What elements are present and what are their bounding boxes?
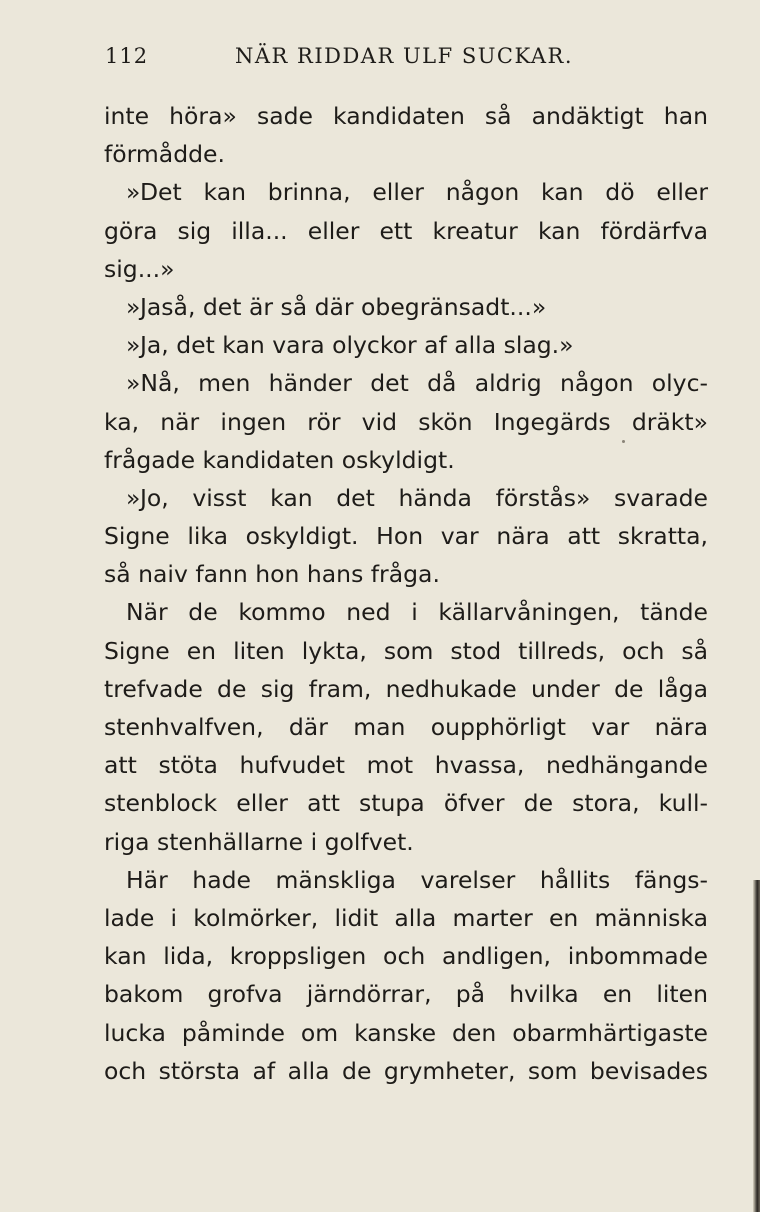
text-line: Signe en liten lykta, som stod tillreds, och så [104,636,708,665]
page-header [105,44,715,84]
text-line: ka, när ingen rör vid skön Ingegärds dräkt» [104,407,708,436]
text-line: »Jaså, det är så där obegränsadt...» [126,292,547,321]
text-line: förmådde. [104,140,225,169]
text-line: lade i kolmörker, lidit alla marter en människa [104,903,708,932]
running-title: NÄR RIDDAR ULF SUCKAR. [235,44,573,68]
text-line: frågade kandidaten oskyldigt. [104,445,455,474]
text-line: bakom grofva järndörrar, på hvilka en liten [104,980,708,1009]
text-line: »Ja, det kan vara olyckor af alla slag.» [126,331,574,360]
text-line: »Jo, visst kan det hända förstås» svarade [126,483,708,512]
body-text [104,97,708,1090]
text-line: »Nå, men händer det då aldrig någon olyc- [126,369,708,398]
text-line: Signe lika oskyldigt. Hon var nära att skratta, [104,522,708,551]
page-number: 112 [105,44,149,68]
text-line: stenhvalfven, där man oupphörligt var nära [104,713,708,741]
text-line: stenblock eller att stupa öfver de stora, kull- [104,789,708,818]
text-line: sig...» [104,254,175,283]
text-line: att stöta hufvudet mot hvassa, nedhängande [104,751,708,780]
text-line: inte höra» sade kandidaten så andäktigt han [104,102,708,130]
text-line: så naiv fann hon hans fråga. [104,560,440,589]
text-line: kan lida, kroppsligen och andligen, inbommade [104,942,708,971]
text-line: riga stenhällarne i golfvet. [104,827,414,856]
text-line: När de kommo ned i källarvåningen, tände [126,598,708,627]
paper-speck [622,440,625,443]
text-line: lucka påminde om kanske den obarmhärtigaste [104,1018,708,1047]
text-line: trefvade de sig fram, nedhukade under de låga [104,674,708,703]
text-line: och största af alla de grymheter, som bevisades [104,1056,708,1085]
page-edge-shadow [753,880,760,1212]
text-line: Här hade mänskliga varelser hållits fängs- [126,865,708,894]
text-line: göra sig illa... eller ett kreatur kan fördärfva [104,216,708,245]
text-line: »Det kan brinna, eller någon kan dö eller [126,178,708,207]
